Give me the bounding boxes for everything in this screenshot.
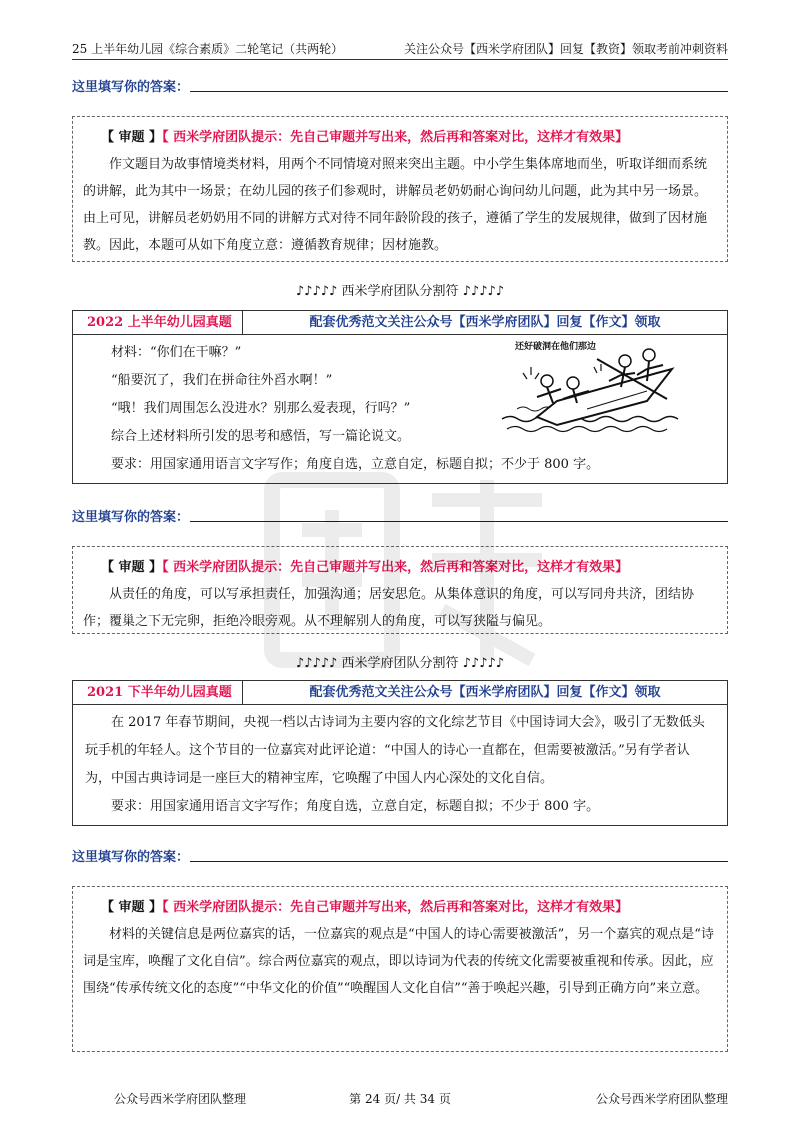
analysis-tag: 【 审题 】 bbox=[101, 560, 163, 575]
footer-left: 公众号西米学府团队整理 bbox=[114, 1092, 247, 1106]
requirement-line: 要求：用国家通用语言文字写作；角度自选，立意自定，标题自拟；不少于 800 字。 bbox=[111, 799, 600, 814]
material-line: 综合上述材料所引发的思考和感悟，写一篇论说文。 bbox=[111, 429, 411, 444]
header-title: 25 上半年幼儿园《综合素质》二轮笔记（共两轮） bbox=[72, 42, 344, 56]
material-paragraph: 在 2017 年春节期间，央视一档以古诗词为主要内容的文化综艺节目《中国诗词大会》，吸引了无数低头玩手机的年轻人。这个节目的一位嘉宾对此评论道：“中国人的诗心一直都在，但需要被激活。”另有学者认为，中国古典诗词是一座巨大的精神宝库，它唤醒了中国人内心深处的文化自信。 bbox=[85, 715, 705, 786]
answer-underline bbox=[190, 861, 728, 862]
answer-line-2[interactable] bbox=[72, 506, 728, 528]
analysis-text: 作文题目为故事情境类材料，用两个不同情境对照来突出主题。中小学生集体席地而坐，听取详细而系统的讲解，此为其中一场景；在幼儿园的孩子们参观时，讲解员老奶奶耐心询问幼儿问题，此为其中另一场景。由上可见，讲解员老奶奶用不同的讲解方式对待不同年龄阶段的孩子，遵循了学生的发展规律，做到了因材施教。因此，本题可从如下角度立意：遵循教育规律；因材施教。 bbox=[83, 157, 708, 253]
analysis-tip: 【 西米学府团队提示：先自己审题并写出来，然后再和答案对比，这样才有效果】 bbox=[162, 560, 629, 575]
analysis-heading bbox=[83, 125, 717, 151]
section-divider: ♪♪♪♪♪ 西米学府团队分割符 ♪♪♪♪♪ bbox=[295, 656, 505, 671]
analysis-tag: 【 审题 】 bbox=[101, 900, 163, 915]
analysis-tag: 【 审题 】 bbox=[101, 130, 163, 145]
footer-right: 公众号西米学府团队整理 bbox=[595, 1092, 728, 1106]
question-header bbox=[73, 311, 727, 335]
answer-line-1[interactable] bbox=[72, 76, 728, 98]
question-year: 2022 上半年幼儿园真题 bbox=[73, 311, 243, 334]
analysis-box-1 bbox=[72, 116, 728, 262]
question-header bbox=[73, 681, 727, 705]
question-box-2021 bbox=[72, 680, 728, 826]
material-line: “哦！我们周围怎么没进水？别那么爱表现，行吗？” bbox=[111, 401, 411, 416]
question-body bbox=[73, 705, 727, 821]
answer-underline bbox=[190, 91, 728, 92]
question-promo: 配套优秀范文关注公众号【西米学府团队】回复【作文】领取 bbox=[309, 315, 661, 330]
question-year: 2021 下半年幼儿园真题 bbox=[73, 681, 243, 704]
page-header bbox=[72, 38, 728, 60]
answer-label: 这里填写你的答案： bbox=[72, 80, 190, 95]
material-line: 要求：用国家通用语言文字写作；角度自选，立意自定，标题自拟；不少于 800 字。 bbox=[111, 457, 600, 472]
page-number: 第 24 页/ 共 34 页 bbox=[349, 1092, 451, 1106]
analysis-text: 从责任的角度，可以写承担责任，加强沟通；居安思危。从集体意识的角度，可以写同舟共济，团结协作；覆巢之下无完卵，拒绝冷眼旁观。从不理解别人的角度，可以写狭隘与偏见。 bbox=[83, 587, 695, 629]
question-body bbox=[73, 335, 727, 479]
analysis-tip: 【 西米学府团队提示：先自己审题并写出来，然后再和答案对比，这样才有效果】 bbox=[162, 900, 629, 915]
header-promo: 关注公众号【西米学府团队】回复【教资】领取考前冲刺资料 bbox=[403, 42, 728, 56]
sinking-boat-cartoon bbox=[497, 339, 687, 439]
question-box-2022 bbox=[72, 310, 728, 484]
page-footer bbox=[72, 1090, 728, 1110]
analysis-text: 材料的关键信息是两位嘉宾的话，一位嘉宾的观点是“中国人的诗心需要被激活”，另一个嘉宾的观点是“诗词是宝库，唤醒了文化自信”。综合两位嘉宾的观点，即以诗词为代表的传统文化需要被重视和传承。因此，应围绕“传承传统文化的态度”“中华文化的价值”“唤醒国人文化自信”“善于唤起兴趣，引导到正确方向”来立意。 bbox=[83, 927, 714, 996]
section-divider: ♪♪♪♪♪ 西米学府团队分割符 ♪♪♪♪♪ bbox=[295, 284, 505, 299]
answer-label: 这里填写你的答案： bbox=[72, 850, 190, 865]
question-promo: 配套优秀范文关注公众号【西米学府团队】回复【作文】领取 bbox=[309, 685, 661, 700]
answer-label: 这里填写你的答案： bbox=[72, 510, 190, 525]
analysis-box-3 bbox=[72, 886, 728, 1052]
material-line: “船要沉了，我们在拼命往外舀水啊！” bbox=[111, 373, 333, 388]
analysis-heading bbox=[83, 555, 717, 581]
answer-underline bbox=[190, 521, 728, 522]
material-line: 材料：“你们在干嘛？” bbox=[111, 345, 242, 360]
analysis-heading bbox=[83, 895, 717, 921]
analysis-tip: 【 西米学府团队提示：先自己审题并写出来，然后再和答案对比，这样才有效果】 bbox=[162, 130, 629, 145]
answer-line-3[interactable] bbox=[72, 846, 728, 868]
analysis-box-2 bbox=[72, 546, 728, 634]
cartoon-caption: 还好破洞在他们那边 bbox=[515, 342, 597, 352]
